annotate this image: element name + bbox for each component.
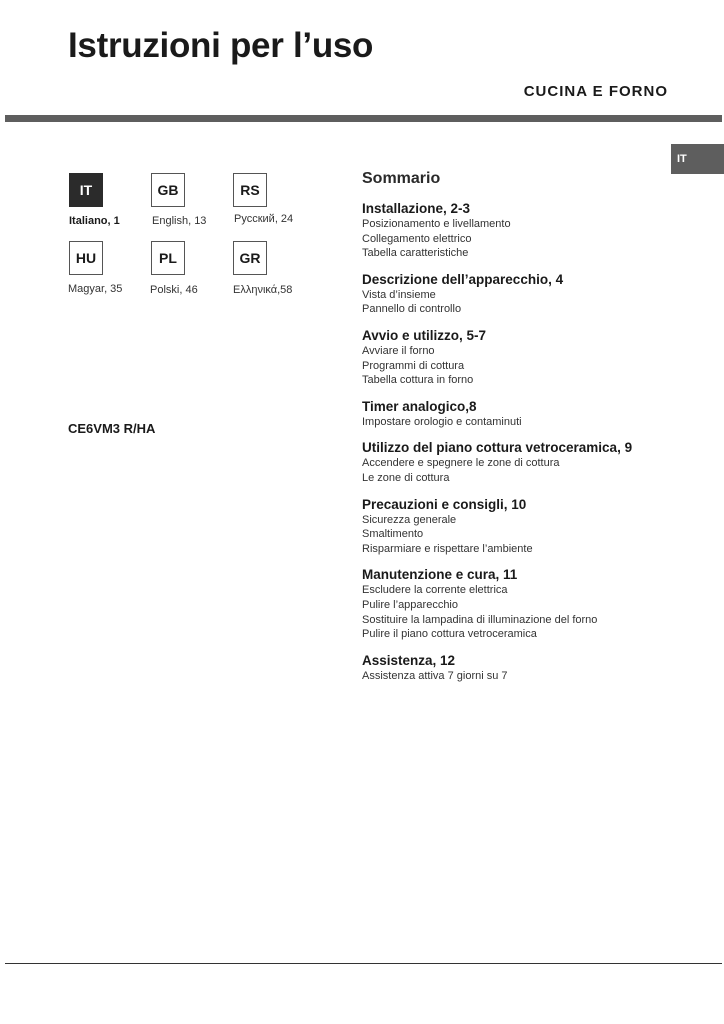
toc-item: Sicurezza generale bbox=[362, 513, 457, 526]
toc-section bbox=[362, 201, 662, 261]
toc-section bbox=[362, 497, 662, 557]
toc-item: Programmi di cottura bbox=[362, 359, 465, 372]
toc-item: Pulire l’apparecchio bbox=[362, 598, 458, 611]
language-box-pl: PL bbox=[151, 241, 185, 275]
toc-item: Posizionamento e livellamento bbox=[362, 218, 511, 230]
toc-item: Collegamento elettrico bbox=[362, 232, 472, 245]
footer-divider bbox=[5, 963, 722, 964]
toc-heading: Sommario bbox=[362, 170, 441, 187]
language-caption-rs: Русский, 24 bbox=[234, 213, 294, 225]
language-box-hu: HU bbox=[69, 241, 103, 275]
toc-item: Pannello di controllo bbox=[362, 303, 462, 316]
toc-section-title: Installazione, 2-3 bbox=[362, 201, 471, 216]
toc-section-title: Timer analogico,8 bbox=[362, 398, 477, 414]
toc-item: Tabella caratteristiche bbox=[362, 247, 469, 260]
toc-item: Sostituire la lampadina di illuminazione del forno bbox=[362, 613, 598, 626]
toc-item: Assistenza attiva 7 giorni su 7 bbox=[362, 669, 508, 682]
toc-item: Smaltimento bbox=[362, 528, 424, 541]
toc-section-title: Manutenzione e cura, 11 bbox=[362, 567, 518, 583]
toc-item: Pulire il piano cottura vetroceramica bbox=[362, 628, 537, 641]
toc-section bbox=[362, 399, 662, 430]
toc-section-title: Utilizzo del piano cottura vetroceramica, 9 bbox=[362, 440, 633, 456]
toc-item: Le zone di cottura bbox=[362, 471, 450, 484]
language-caption-gb: English, 13 bbox=[152, 215, 207, 227]
toc-section bbox=[362, 653, 662, 684]
language-tab: IT bbox=[671, 144, 724, 174]
page-title: Istruzioni per l’uso bbox=[68, 26, 374, 65]
language-box-rs: RS bbox=[233, 173, 267, 207]
toc-item: Vista d’insieme bbox=[362, 288, 436, 301]
toc-section-title: Precauzioni e consigli, 10 bbox=[362, 496, 527, 512]
toc-section bbox=[362, 272, 662, 317]
toc-item: Avviare il forno bbox=[362, 344, 435, 357]
language-caption-pl: Polski, 46 bbox=[150, 284, 198, 296]
toc-section bbox=[362, 567, 662, 641]
toc-section-title: Avvio e utilizzo, 5-7 bbox=[362, 327, 487, 343]
toc-item: Tabella cottura in forno bbox=[362, 374, 474, 387]
toc-section bbox=[362, 328, 662, 388]
model-number: CE6VM3 R/HA bbox=[68, 421, 156, 436]
toc-item: Risparmiare e rispettare l’ambiente bbox=[362, 542, 533, 555]
language-caption-gr: Ελληνικά,58 bbox=[233, 284, 293, 296]
toc-section-title: Assistenza, 12 bbox=[362, 652, 456, 668]
toc-section bbox=[362, 440, 662, 485]
table-of-contents bbox=[362, 170, 662, 694]
language-box-gr: GR bbox=[233, 241, 267, 275]
header-divider bbox=[5, 115, 722, 122]
toc-item: Escludere la corrente elettrica bbox=[362, 584, 508, 597]
toc-item: Accendere e spegnere le zone di cottura bbox=[362, 457, 560, 470]
language-box-it: IT bbox=[69, 173, 103, 207]
toc-item: Impostare orologio e contaminuti bbox=[362, 415, 522, 428]
language-box-gb: GB bbox=[151, 173, 185, 207]
toc-section-title: Descrizione dell’apparecchio, 4 bbox=[362, 271, 564, 287]
language-caption-hu: Magyar, 35 bbox=[68, 283, 123, 295]
language-caption-it: Italiano, 1 bbox=[69, 215, 120, 227]
page-subtitle: CUCINA E FORNO bbox=[523, 83, 668, 100]
